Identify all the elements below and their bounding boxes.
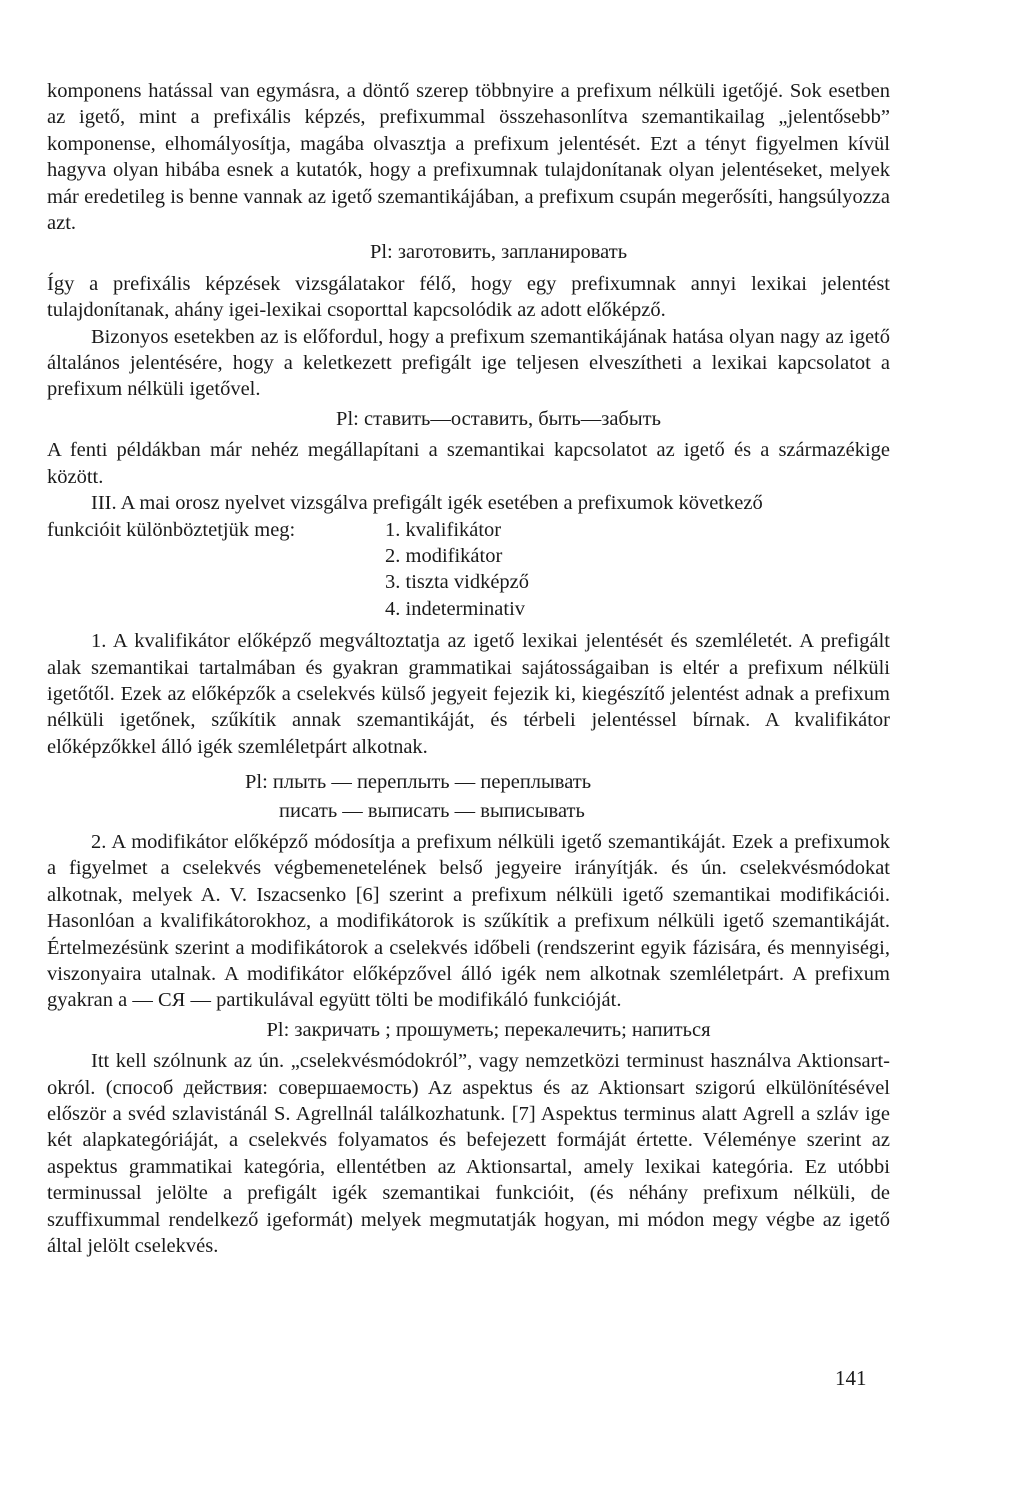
paragraph-2: Így a prefixális képzések vizsgálatakor félő, hogy egy prefixumnak annyi lexikai jelentést tulajdonítanak, ahány igei-lexikai csoporttal kapcsolódik az adott előképző.	[47, 272, 890, 322]
paragraph-4: A fenti példákban már nehéz megállapítani a szemantikai kapcsolatot az igető és a származékige között.	[47, 439, 890, 488]
example-3a: Pl: плыть — переплыть — переплывать	[245, 771, 592, 794]
function-list-block	[47, 517, 890, 623]
page-number: 141	[835, 1366, 867, 1390]
page-body	[47, 78, 890, 1259]
example-1: Pl: заготовить, запланировать	[369, 241, 628, 264]
paragraph-3: Bizonyos esetekben az is előfordul, hogy a prefixum szemantikájának hatása olyan nagy az igető általános jelentésére, hogy a keletkezett prefigált ige teljesen elveszítheti a lexikai kapcsolatot a prefixum nélküli igetővel.	[47, 325, 890, 401]
function-item: 3. tiszta vidképző	[385, 571, 530, 594]
example-4: Pl: закричать ; прошуметь; перекалечить; напиться	[266, 1018, 711, 1041]
example-3b: писать — выписать — выписывать	[279, 799, 585, 822]
paragraph-7: 2. A modifikátor előképző módosítja a prefixum nélküli igető szemantikáját. Ezek a prefixumok a figyelmet a cselekvés végbemenetelének belső jegyeire irányítják. és ún. cselekvésmódokat alkotnak, melyek A. V. Iszacsenko [6] szerint a prefixum nélküli igető szemantikai modifikációi. Hasonlóan a kvalifikátorokhoz, a modifikátorok is szűkítik a prefixum nélküli igető szemantikáját. Értelmezésünk szerint a modifikátorok a cselekvés időbeli (rendszerint egyik fázisára, és mennyiségi, viszonyaira utalnak. A modifikátor előképzővel álló igék nem alkotnak szemléletpárt. A prefixum gyakran a — СЯ — partikulával együtt tölti be modifikáló funkcióját.	[47, 830, 890, 1012]
function-item: 1. kvalifikátor	[385, 518, 502, 541]
function-intro: funkcióit különböztetjük meg:	[47, 518, 296, 541]
function-item: 4. indeterminativ	[385, 597, 526, 620]
paragraph-8: Itt kell szólnunk az ún. „cselekvésmódokról”, vagy nemzetközi terminust használva Aktionsart-okról. (способ действия: совершаемость) Az aspektus és az Aktionsart szigorú elkülönítésével először a svéd szlavistánál S. Agrellnál találkozhatunk. [7] Aspektus terminus alatt Agrell a szláv ige két alapkategóriáját, a cselekvés folyamatos és befejezett formáját értette. Véleménye szerint az aspektus grammatikai kategória, ellentétben az Aktionsartal, amely lexikai kategória. Ez utóbbi terminussal jelölte a prefigált igék szemantikai funkcióit, (és néhány prefixum nélküli, de szuffixummal rendelkező igeformát) melyek megmutatják hogyan, mi módon megy végbe az igető által jelölt cselekvés.	[47, 1050, 890, 1258]
function-list	[385, 517, 529, 623]
paragraph-5: III. A mai orosz nyelvet vizsgálva prefigált igék esetében a prefixumok következő	[91, 492, 763, 515]
function-item: 2. modifikátor	[385, 544, 503, 567]
example-2: Pl: ставить—оставить, быть—забыть	[336, 407, 661, 430]
paragraph-6: 1. A kvalifikátor előképző megváltoztatja az igető lexikai jelentését és szemléletét. A prefigált alak szemantikai tartalmában és gyakran grammatikai sajátosságaiban is eltér a prefixum nélküli igetőtől. Ezek az előképzők a cselekvés külső jegyeit fejezik ki, kiegészítő jelentést adnak a prefixum nélküli igetőnek, szűkítik annak szemantikáját, és térbeli jelentéssel bírnak. A kvalifikátor előképzőkkel álló igék szemléletpárt alkotnak.	[47, 630, 890, 758]
paragraph-1: komponens hatással van egymásra, a döntő szerep többnyire a prefixum nélküli igetőjé. Sok esetben az igető, mint a prefixális képzés, prefixummal összehasonlítva szemantikailag „jelentősebb” komponense, elhomályosítja, magába olvasztja a prefixum jelentését. Ezt a tényt figyelmen kívül hagyva olyan hibába esnek a kutatók, hogy a prefixumnak tulajdonítanak olyan jelentéseket, melyek már eredetileg is benne vannak az igető szemantikájában, a prefixum csupán megerősíti, hangsúlyozza azt.	[47, 80, 890, 235]
